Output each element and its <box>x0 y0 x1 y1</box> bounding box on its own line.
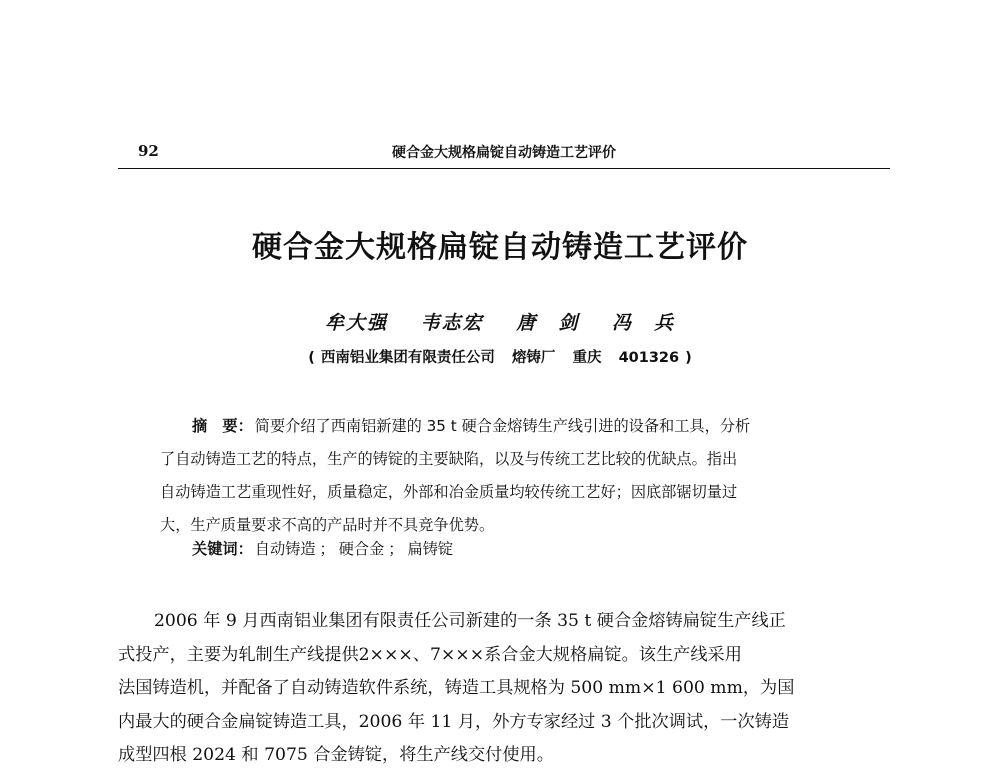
keyword: 自动铸造 <box>254 540 316 558</box>
abstract <box>160 410 860 542</box>
abstract-line: 大，生产质量要求不高的产品时并不具竞争优势。 <box>160 516 495 534</box>
authors <box>0 308 1000 335</box>
keywords <box>192 538 453 559</box>
affiliation-city: 重庆 <box>572 350 602 366</box>
paper-title: 硬合金大规格扁锭自动铸造工艺评价 <box>252 230 748 265</box>
keywords-label: 关键词： <box>192 540 253 558</box>
body-paragraph <box>118 605 888 773</box>
keyword-separator: ； <box>388 540 404 558</box>
abstract-text: 简要介绍了西南铝新建的 35 t 硬合金熔铸生产线引进的设备和工具，分析 <box>254 417 751 435</box>
keyword: 扁铸锭 <box>407 540 453 558</box>
running-head <box>118 138 890 169</box>
abstract-line <box>160 410 860 443</box>
body-line: 内最大的硬合金扁锭铸造工具，2006 年 11 月，外方专家经过 3 个批次调试，一次铸造 <box>118 711 790 732</box>
body-line: 2006 年 9 月西南铝业集团有限责任公司新建的一条 35 t 硬合金熔铸扁锭生产线正 <box>154 611 786 631</box>
affiliation-company: 西南铝业集团有限责任公司 <box>320 350 495 366</box>
affiliation-close-paren: ) <box>685 350 692 366</box>
page-number: 92 <box>138 142 159 160</box>
author: 冯 兵 <box>611 312 675 334</box>
body-line: 法国铸造机，并配备了自动铸造软件系统，铸造工具规格为 500 mm×1 600 mm，为国 <box>118 678 795 698</box>
body-line: 成型四根 2024 和 7075 合金铸锭，将生产线交付使用。 <box>118 745 554 765</box>
affiliation <box>0 346 1000 367</box>
affiliation-open-paren: ( <box>308 350 315 366</box>
running-title: 硬合金大规格扁锭自动铸造工艺评价 <box>392 145 616 161</box>
affiliation-unit: 熔铸厂 <box>511 350 556 366</box>
keyword-separator: ； <box>319 540 335 558</box>
author: 韦志宏 <box>420 312 484 334</box>
author: 唐 剑 <box>516 312 580 334</box>
affiliation-postcode: 401326 <box>618 350 680 366</box>
abstract-line: 自动铸造工艺重现性好，质量稳定，外部和冶金质量均较传统工艺好；因底部锯切量过 <box>160 483 738 501</box>
abstract-line: 了自动铸造工艺的特点，生产的铸锭的主要缺陷，以及与传统工艺比较的优缺点。指出 <box>160 450 738 468</box>
author: 牟大强 <box>325 312 389 334</box>
body-line: 式投产，主要为轧制生产线提供2×××、7×××系合金大规格扁锭。该生产线采用 <box>118 644 742 665</box>
keyword: 硬合金 <box>338 540 385 558</box>
abstract-label: 摘 要： <box>192 417 253 435</box>
